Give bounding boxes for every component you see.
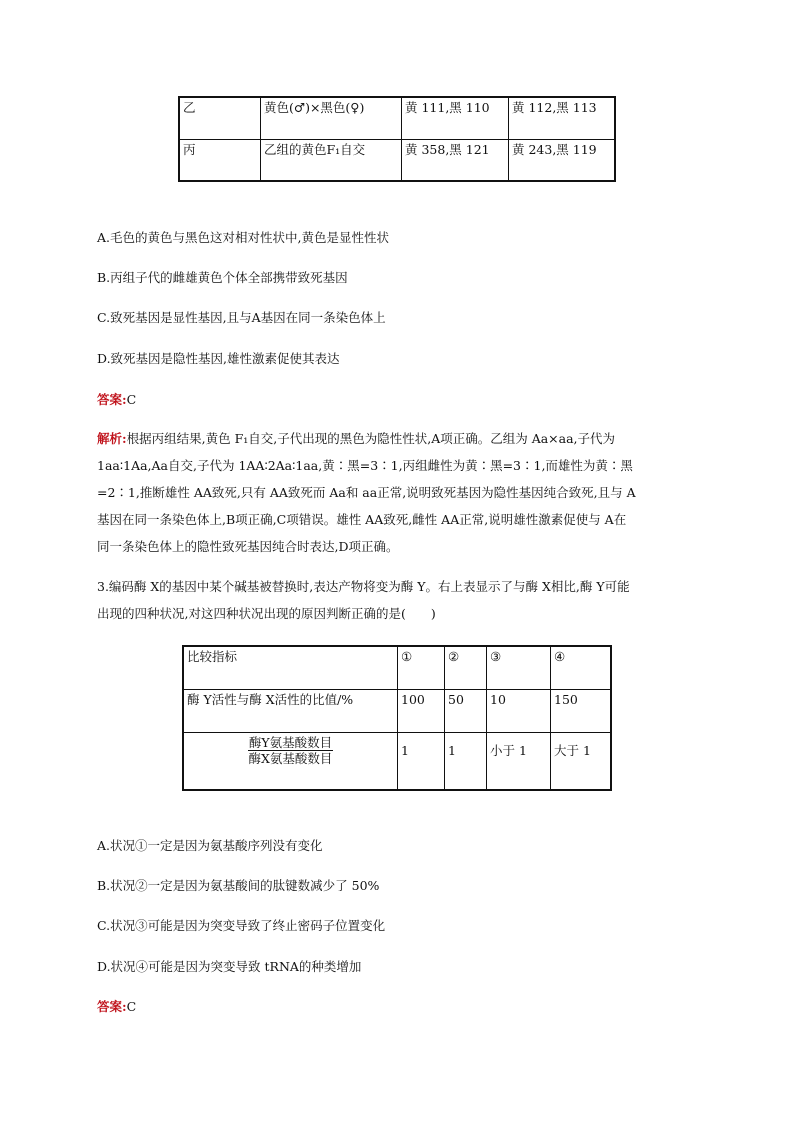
table-row (183, 732, 611, 790)
table-cell: 小于 1 (487, 732, 551, 790)
answer-value: C (126, 392, 137, 407)
table-cell: 乙组的黄色F₁自交 (261, 139, 402, 181)
q2-option-d: D.致死基因是隐性基因,雄性激素促使其表达 (97, 351, 340, 366)
q2-option-b: B.丙组子代的雌雄黄色个体全部携带致死基因 (97, 270, 348, 285)
table-cell: 黄 111,黑 110 (402, 97, 509, 139)
table-row (183, 689, 611, 732)
table-header-cell: ③ (487, 646, 551, 689)
table-row (179, 139, 615, 181)
table-cell: 黄色(♂)×黑色(♀) (261, 97, 402, 139)
table-header-cell: 比较指标 (183, 646, 398, 689)
answer-label: 答案: (97, 999, 127, 1014)
answer-value: C (126, 999, 137, 1014)
enzyme-comparison-table (182, 645, 612, 791)
table-header-cell: ④ (551, 646, 612, 689)
analysis-line: 根据丙组结果,黄色 F₁自交,子代出现的黑色为隐性性状,A项正确。乙组为 Aa×aa,子代为 (126, 431, 616, 446)
table-cell: 大于 1 (551, 732, 612, 790)
table-row (179, 97, 615, 139)
table-row (183, 646, 611, 689)
table-header-cell: ② (445, 646, 487, 689)
table-cell: 100 (398, 689, 445, 732)
q2-option-c: C.致死基因是显性基因,且与A基因在同一条染色体上 (97, 310, 386, 325)
analysis-line: 基因在同一条染色体上,B项正确,C项错误。雄性 AA致死,雌性 AA正常,说明雄性激素促使与 A在 (97, 512, 627, 527)
table-cell: 10 (487, 689, 551, 732)
q3-answer (97, 997, 136, 1015)
q3-option-d: D.状况④可能是因为突变导致 tRNA的种类增加 (97, 959, 362, 974)
table-cell: 1 (398, 732, 445, 790)
table-cell: 黄 358,黑 121 (402, 139, 509, 181)
table-cell: 150 (551, 689, 612, 732)
q2-option-a: A.毛色的黄色与黑色这对相对性状中,黄色是显性性状 (97, 230, 389, 245)
q2-analysis (97, 425, 701, 560)
q3-option-c: C.状况③可能是因为突变导致了终止密码子位置变化 (97, 918, 386, 933)
table-cell: 黄 112,黑 113 (509, 97, 616, 139)
amino-acid-ratio-fraction (248, 735, 333, 766)
table-cell: 丙 (179, 139, 261, 181)
q3-option-a: A.状况①一定是因为氨基酸序列没有变化 (97, 838, 323, 853)
table-cell: 黄 243,黑 119 (509, 139, 616, 181)
analysis-line: 同一条染色体上的隐性致死基因纯合时表达,D项正确。 (97, 539, 399, 554)
table-cell: 50 (445, 689, 487, 732)
fraction-numerator: 酶Y氨基酸数目 (248, 734, 333, 750)
table-cell: 乙 (179, 97, 261, 139)
table-cell: 酶 Y活性与酶 X活性的比值/% (183, 689, 398, 732)
table-cell: 1 (445, 732, 487, 790)
q3-stem-line: 出现的四种状况,对这四种状况出现的原因判断正确的是( ) (97, 606, 436, 621)
analysis-line: 1aa∶1Aa,Aa自交,子代为 1AA∶2Aa∶1aa,黄∶黑=3∶1,丙组雌性为黄∶黑=3∶1,而雄性为黄∶黑 (97, 458, 633, 473)
q2-answer (97, 390, 136, 408)
q3-stem-line: 3.编码酶 X的基因中某个碱基被替换时,表达产物将变为酶 Y。右上表显示了与酶 X相比,酶 Y可能 (97, 579, 630, 594)
analysis-label: 解析: (97, 431, 127, 446)
table-cell (183, 732, 398, 790)
q3-option-b: B.状况②一定是因为氨基酸间的肽键数减少了 50% (97, 878, 380, 893)
answer-label: 答案: (97, 392, 127, 407)
analysis-line: =2∶1,推断雄性 AA致死,只有 AA致死而 Aa和 aa正常,说明致死基因为隐性基因纯合致死,且与 A (97, 485, 636, 500)
table-header-cell: ① (398, 646, 445, 689)
fraction-denominator: 酶X氨基酸数目 (248, 750, 333, 766)
q3-stem (97, 573, 717, 627)
cross-results-table (178, 96, 616, 182)
